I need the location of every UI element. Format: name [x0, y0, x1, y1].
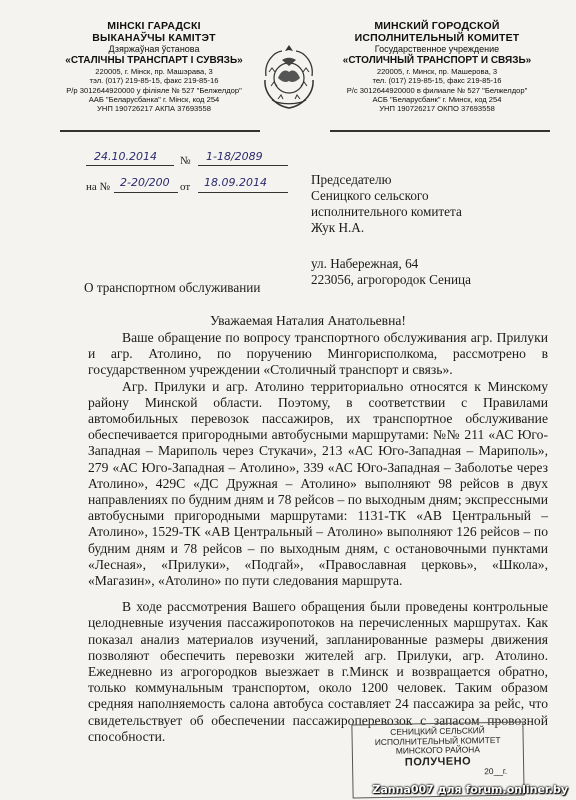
ref-number-line: [114, 192, 178, 193]
stamp-received: ПОЛУЧЕНО: [404, 755, 472, 769]
subject-line: О транспортном обслуживании: [84, 280, 261, 295]
header-right-bank: АСБ "Беларусбанк" г. Минск, код 254: [372, 94, 502, 104]
forum-watermark: Zanna007 для forum.onliner.by: [372, 783, 568, 796]
ref-from: от: [180, 181, 191, 193]
header-left-account: Р/р 3012644920000 у філіяле № 527 "Белжелдор": [66, 85, 242, 95]
header-left-address: 220005, г. Мінск, пр. Машэрава, 3: [95, 67, 213, 76]
stamp-line1: СЕНИЦКИЙ СЕЛЬСКИЙ: [390, 725, 485, 737]
header-left-org: «СТАЛІЧНЫ ТРАНСПАРТ І СУВЯЗЬ»: [65, 55, 243, 66]
body-paragraph-3: В ходе рассмотрения Вашего обращения были проведены контрольные целодневные изучения пассажиропотоков на перечисленных маршрутах. Как показал анализ материалов изучений, запланированные размеры движения позволяют обеспечить перевозки жителей агр. Прилуки, агр. Атолино. Ежедневно из агрогородков выезжает в г.Минск и возвращается обратно, только коммунальным транспортом, около 1200 человек. Таким образом средняя наполняемость салона автобуса составляет 24 пассажира за рейс, что свидетельствует об обеспечении пассажироперевозок с запасом провозной способности.: [88, 599, 548, 744]
addressee-block: [311, 172, 551, 288]
reg-num-sign: №: [180, 155, 191, 167]
header-right-line3: Государственное учреждение: [374, 44, 500, 54]
ref-date: 18.09.2014: [204, 176, 267, 189]
header-right-line1: МИНСКИЙ ГОРОДСКОЙ: [374, 20, 500, 32]
header-rule-right: [330, 130, 550, 132]
header-right-org: «СТОЛИЧНЫЙ ТРАНСПОРТ И СВЯЗЬ»: [342, 55, 532, 66]
ref-number: 2-20/200: [120, 176, 170, 189]
header-rule-left: [60, 130, 260, 132]
header-right-address: 220005, г. Минск, пр. Машерова, 3: [376, 67, 498, 76]
header-right: [322, 20, 552, 113]
addressee-name: Жук Н.А.: [311, 220, 365, 235]
header-right-account: Р/с 3012644920000 в филиале № 527 "Белжелдор": [346, 85, 528, 95]
addressee-line1: Председателю: [311, 172, 392, 187]
header-left: [44, 20, 264, 113]
header-left-line3: Дзяржаўная ўстанова: [108, 44, 200, 54]
ref-date-line: [198, 192, 288, 193]
salutation: Уважаемая Наталия Анатольевна!: [210, 313, 406, 328]
body-paragraph-1: Ваше обращение по вопросу транспортного обслуживания агр. Прилуки и агр. Атолино, по поручению Мингорисполкома, рассмотрено в государственном учреждении «Столичный транспорт и связь».: [88, 330, 548, 378]
header-left-line2: ВЫКАНАЎЧЫ КАМІТЭТ: [92, 32, 216, 44]
reg-date-line: [86, 165, 174, 166]
registration-block: [86, 150, 286, 199]
addressee-line3: исполнительного комитета: [311, 204, 462, 219]
header-left-unp: УНП 190726217 АКПА 37693558: [97, 104, 211, 114]
ref-prefix: на №: [86, 181, 111, 193]
header-left-line1: МІНСКІ ГАРАДСКІ: [107, 20, 201, 32]
header-right-line2: ИСПОЛНИТЕЛЬНЫЙ КОМИТЕТ: [354, 32, 520, 44]
reg-number: 1-18/2089: [206, 150, 263, 163]
header-right-unp: УНП 190726217 ОКПО 37693558: [379, 104, 495, 114]
letter-body: [88, 330, 548, 745]
reg-number-line: [198, 165, 288, 166]
state-emblem-icon: [258, 42, 320, 112]
addressee-street: ул. Набережная, 64: [311, 256, 419, 271]
reg-date: 24.10.2014: [94, 150, 157, 163]
header-left-bank: ААБ "Беларусбанка" г. Мінск, код 254: [88, 94, 220, 104]
header-left-phone: тэл. (017) 219-85-15, факс 219-85-16: [89, 76, 219, 86]
body-paragraph-2: Агр. Прилуки и агр. Атолино территориально относятся к Минскому району Минской области. Поэтому, в соответствии с Правилами автомобильных перевозок пассажиров, их транспортное обслуживание обеспечивается пригородными автобусными маршрутами: №№ 211 «АС Юго-Западная – Мариполь через Стукачи», 213 «АС Юго-Западная – Мариполь», 279 «АС Юго-Западная – Атолино», 339 «АС Юго-Западная – Заболотье через Атолино», 429С «ДС Дружная – Атолино» выполняют 98 рейсов в двух направлениях по будним дням и 78 рейсов – по выходным дням; экспрессными автобусными пригородными маршрутами: 1131-ТК «АВ Центральный – Атолино», 1529-ТК «АВ Центральный – Атолино» выполняют 126 рейсов – по будним дням и 78 рейсов – по выходным дням, с остановочными пунктами «Лесная», «Прилуки», «Подгай», «Православная церковь», «Школа», «Магазин», «Атолино» по пути следования маршрута.: [88, 378, 548, 589]
addressee-line2: Сеницкого сельского: [311, 188, 429, 203]
addressee-postal: 223056, агрогородок Сеница: [311, 272, 471, 287]
header-right-phone: тел. (017) 219-85-15, факс 219-85-16: [372, 76, 502, 86]
stamp-line2: ИСПОЛНИТЕЛЬНЫЙ КОМИТЕТ: [374, 734, 501, 747]
stamp-line3: МИНСКОГО РАЙОНА: [395, 744, 480, 756]
stamp-date: 20__г.: [484, 765, 508, 776]
